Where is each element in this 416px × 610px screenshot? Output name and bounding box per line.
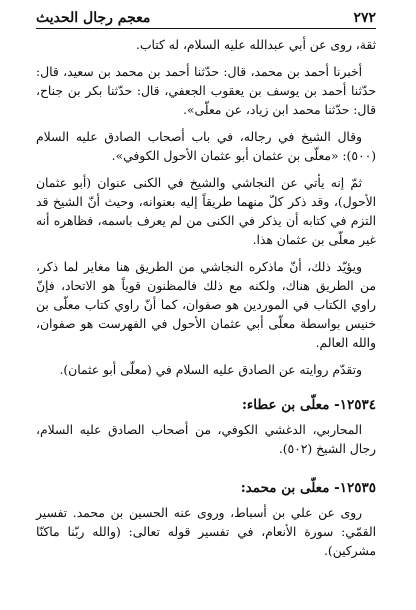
paragraph: ويؤيّد ذلك، أنّ ماذكره النجاشي من الطريق هنا مغاير لما ذكر، من الطريق هناك، ولكنه مع ذلك فالمظنون قوياً هو الاتحاد، فإنّ راوي الكتاب في الموردين هو صفوان، كما أنّ راوي كتاب معلّى بن خنيس بواسطة معلّى أبي عثمان الأحول في الفهرست هو صفوان، والله العالم. xyxy=(36,260,376,350)
page-header xyxy=(36,6,376,29)
entry-text: روى عن علي بن أسباط، وروى عنه الحسين بن محمد. تفسير القمّي: سورة الأنعام، في تفسير قوله تعالى: (والله ربّنا ماكنّا مشركين). xyxy=(36,506,376,558)
entry-text: المحاربي، الدغشي الكوفي، من أصحاب الصادق عليه السلام، رجال الشيخ (٥٠٢). xyxy=(36,423,376,456)
paragraph: أخبرنا أحمد بن محمد، قال: حدّثنا أحمد بن محمد بن سعيد، قال: حدّثنا أحمد بن يوسف بن يعقوب الجعفي، قال: حدّثنا بكر بن جناح، قال: حدّثنا محمد ابن زياد، عن معلّى». xyxy=(36,65,376,117)
paragraph: وتقدّم روايته عن الصادق عليه السلام في (معلّى أبو عثمان). xyxy=(59,363,362,377)
entry-heading: ١٢٥٣٤- معلّى بن عطاء: xyxy=(241,397,376,413)
paragraph: ثمّ إنه يأتي عن النجاشي والشيخ في الكنى عنوان (أبو عثمان الأحول)، وقد ذكر كلّ منهما طريقاً إليه بعنوانه، وحيث أنّ الشيخ قد التزم في كتابه أن يذكر في الكنى من لم يعرف باسمه، فظاهره أنه غير معلّى بن عثمان هذا. xyxy=(36,176,376,247)
entry-block xyxy=(36,396,376,459)
paragraph: ثقة، روى عن أبي عبدالله عليه السلام، له كتاب. xyxy=(136,38,376,52)
entry-block xyxy=(36,479,376,561)
running-title: معجم رجال الحديث xyxy=(36,10,151,26)
page-number: ٢٧٢ xyxy=(353,10,376,26)
paragraph: وقال الشيخ في رجاله، في باب أصحاب الصادق عليه السلام (٥٠٠): «معلّى بن عثمان أبو عثمان الأحول الكوفي». xyxy=(36,130,376,163)
entry-heading: ١٢٥٣٥- معلّى بن محمد: xyxy=(240,480,376,496)
page-body xyxy=(36,36,376,569)
